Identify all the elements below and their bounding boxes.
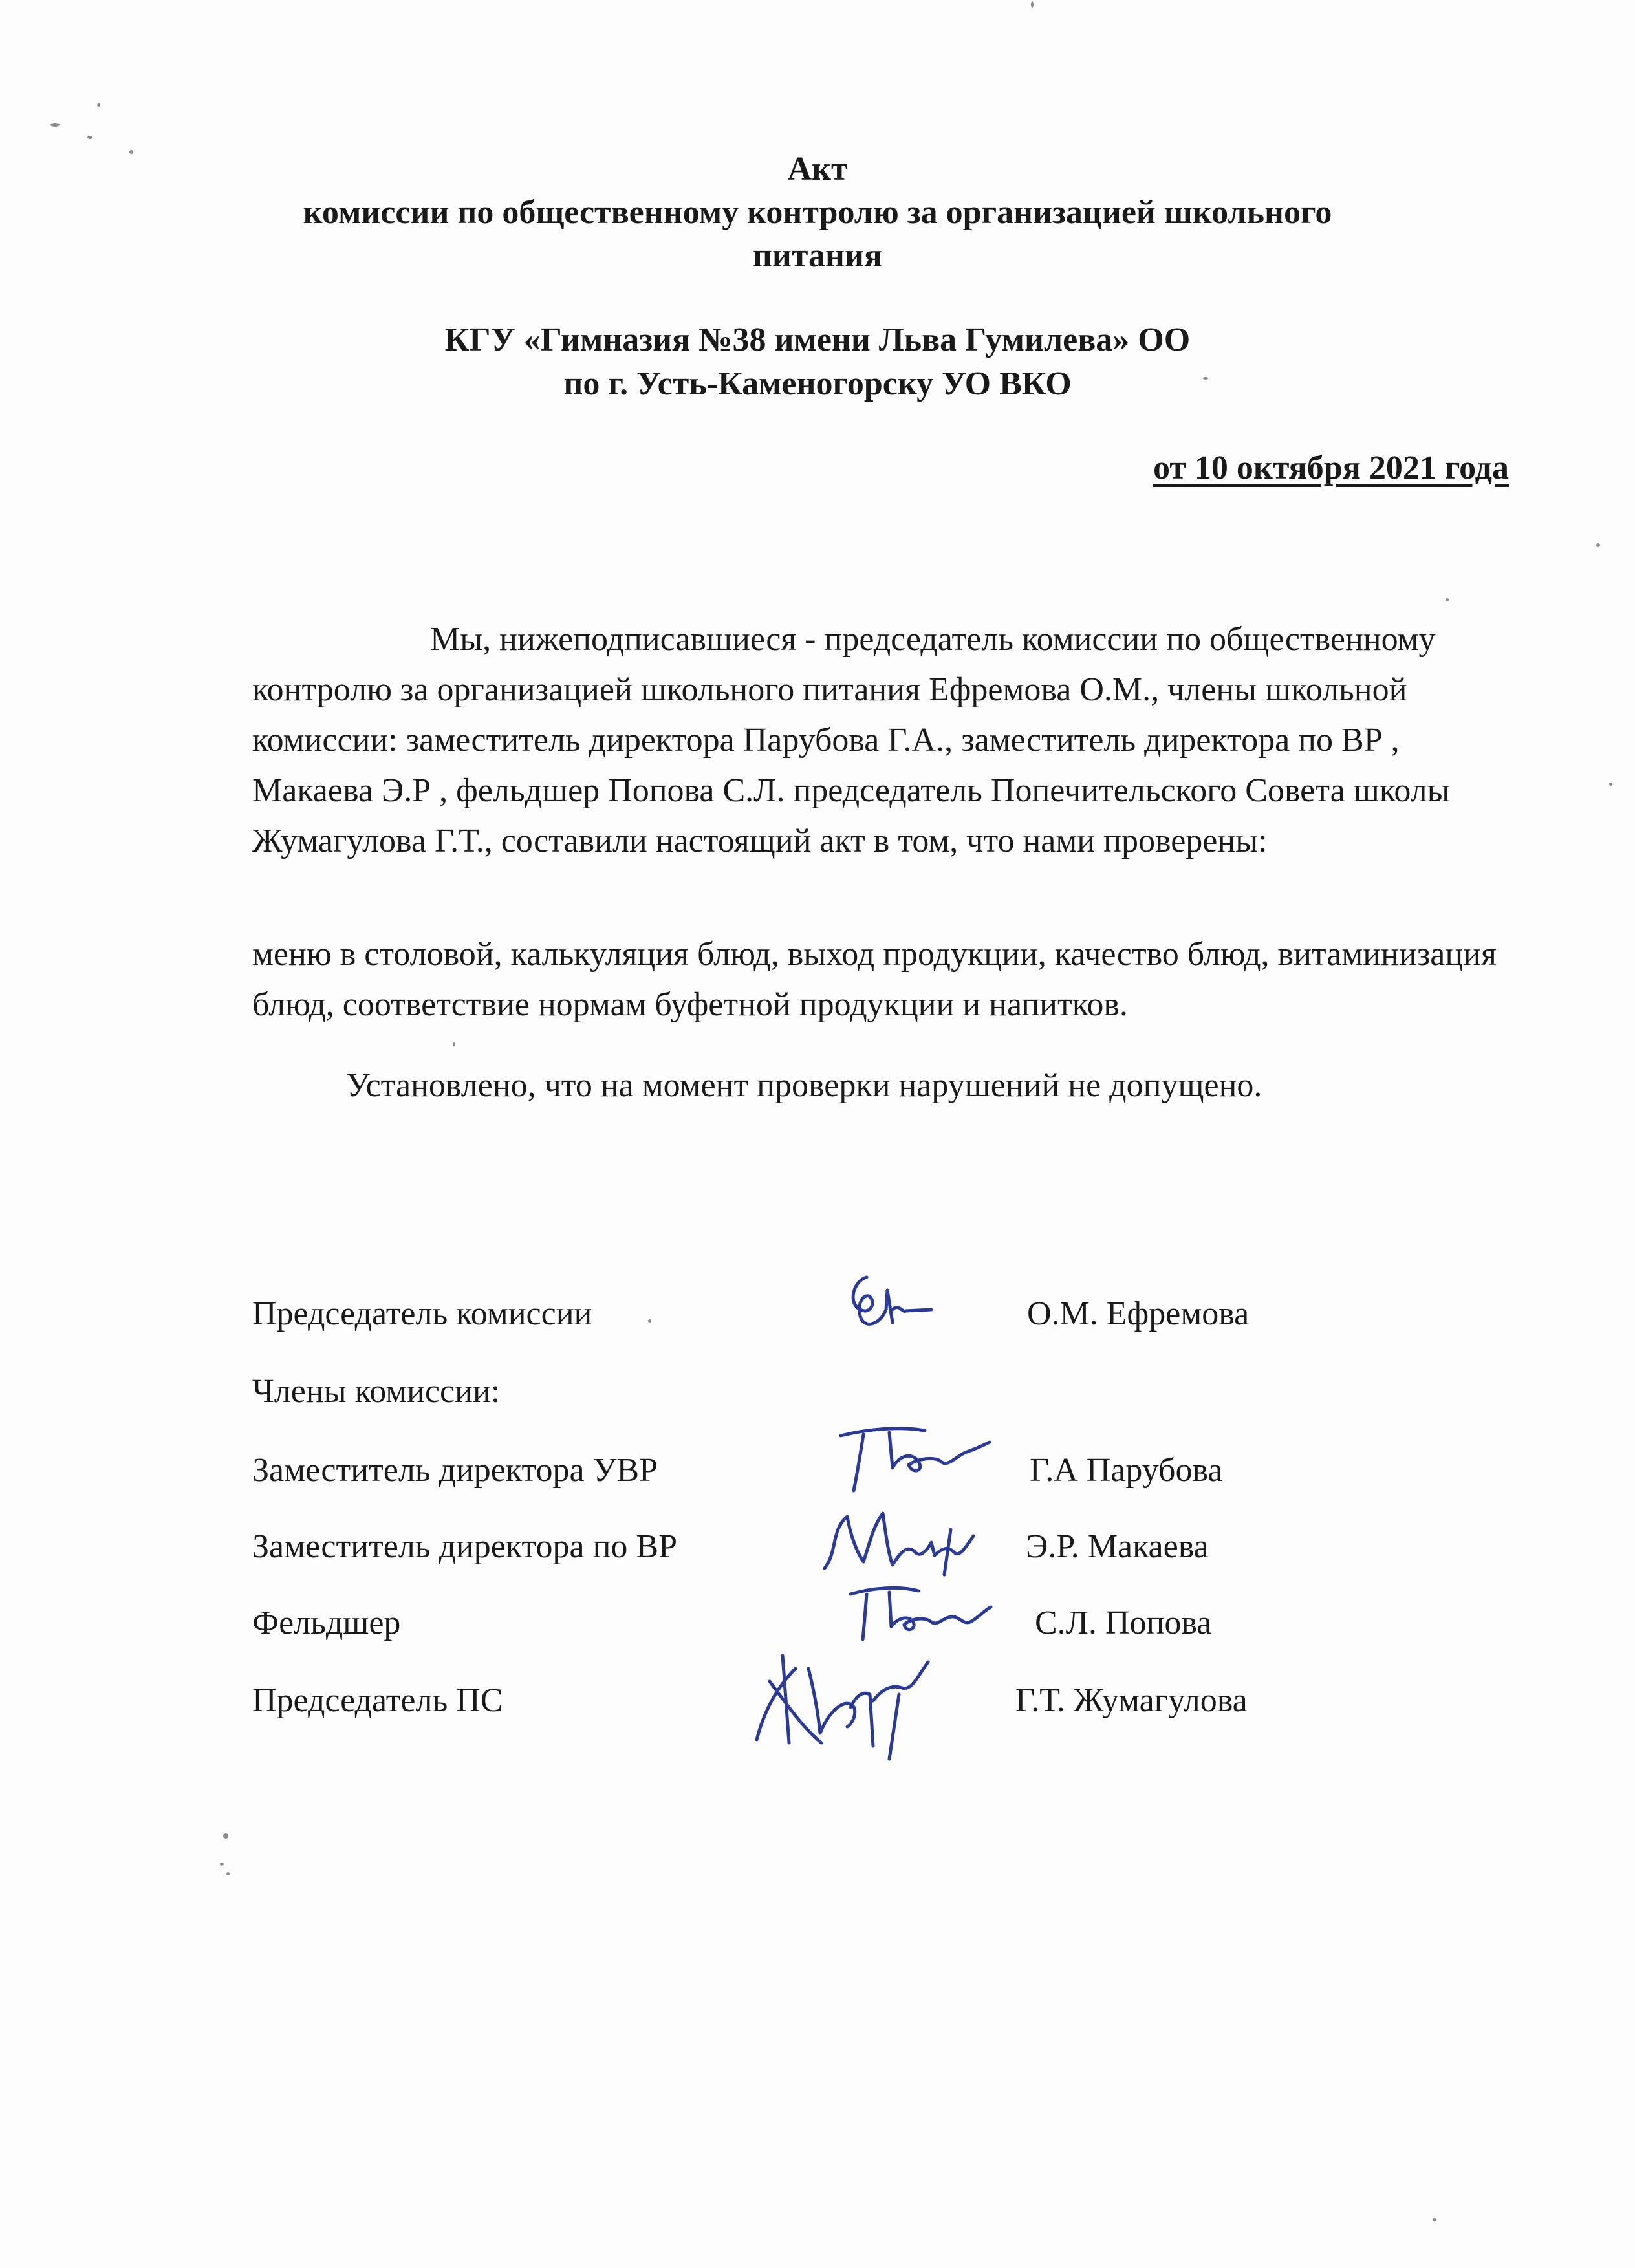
members-label: Члены комиссии: <box>252 1373 501 1410</box>
ps-chair-signature <box>744 1630 938 1766</box>
scan-speck <box>1596 543 1600 547</box>
document-title: Акт <box>787 151 848 188</box>
paragraph-commission-members <box>252 614 1520 867</box>
medic-role: Фельдшер <box>252 1604 401 1641</box>
deputy-uvr-name: Г.А Парубова <box>1030 1452 1223 1489</box>
scan-speck <box>1031 1 1034 8</box>
deputy-vr-signature <box>812 1491 986 1581</box>
paragraph-checked-items: меню в столовой, калькуляция блюд, выход продукции, качество блюд, витаминизация блюд, соответствие нормам буфетной продукции и напитков. <box>252 936 1497 1023</box>
scan-speck <box>223 1833 228 1839</box>
document-date: от 10 октября 2021 года <box>1153 449 1509 486</box>
scan-speck <box>50 123 60 127</box>
scan-speck <box>226 1872 230 1875</box>
deputy-vr-role: Заместитель директора по ВР <box>252 1528 678 1565</box>
ps-chair-name: Г.Т. Жумагулова <box>1015 1682 1248 1719</box>
ps-chair-role: Председатель ПС <box>252 1682 503 1719</box>
organization-name-line1: КГУ «Гимназия №38 имени Льва Гумилева» ОО <box>444 321 1191 358</box>
organization-name-line2: по г. Усть-Каменогорску УО ВКО <box>563 365 1072 402</box>
scan-speck <box>1203 377 1208 380</box>
document-subtitle-line1: комиссии по общественному контролю за организацией школьного <box>303 194 1332 231</box>
scan-speck <box>1609 783 1612 786</box>
deputy-vr-name: Э.Р. Макаева <box>1026 1528 1209 1565</box>
deputy-uvr-signature <box>828 1416 996 1500</box>
deputy-uvr-role: Заместитель директора УВР <box>252 1452 658 1489</box>
scan-speck <box>220 1863 224 1866</box>
chair-signature <box>841 1264 938 1342</box>
chair-role: Председатель комиссии <box>252 1295 592 1332</box>
document-subtitle-line2: питания <box>752 237 883 274</box>
scan-speck <box>1433 2218 1436 2221</box>
scan-speck <box>87 136 92 139</box>
scan-speck <box>648 1319 651 1323</box>
medic-name: С.Л. Попова <box>1035 1604 1212 1641</box>
scan-speck <box>453 1042 455 1046</box>
scan-speck <box>97 103 100 107</box>
chair-name: О.М. Ефремова <box>1027 1295 1250 1332</box>
paragraph-conclusion: Установлено, что на момент проверки нарушений не допущено. <box>346 1067 1262 1104</box>
paragraph-commission-members-text: Мы, нижеподписавшиеся - председатель комиссии по общественному контролю за организацией школьного питания Ефремова О.М., члены школьной комиссии: заместитель директора Парубова Г.А., заместитель директора по ВР , Макаева Э.Р , фельдшер Попова С.Л. председатель Попечительского Совета школы Жумагулова Г.Т., составили настоящий акт в том, что нами проверены: <box>252 621 1450 859</box>
scan-speck <box>1446 598 1449 601</box>
scan-speck <box>129 150 133 154</box>
